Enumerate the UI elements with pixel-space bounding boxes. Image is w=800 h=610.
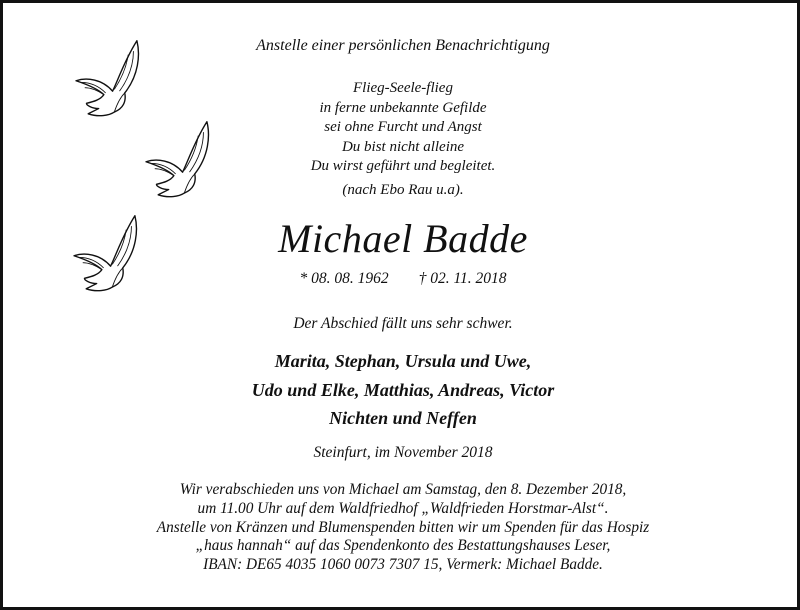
death-date: † 02. 11. 2018 bbox=[418, 270, 507, 287]
poem bbox=[3, 79, 800, 201]
poem-line: Flieg-Seele-flieg bbox=[353, 80, 453, 96]
details-line: IBAN: DE65 4035 1060 0073 7307 15, Vermerk: Michael Badde. bbox=[203, 556, 603, 574]
family-list bbox=[3, 347, 800, 433]
intro-line: Anstelle einer persönlichen Benachrichtigung bbox=[256, 37, 550, 54]
deceased-name: Michael Badde bbox=[278, 216, 528, 261]
details-line: Anstelle von Kränzen und Blumenspenden bitten wir um Spenden für das Hospiz bbox=[156, 518, 650, 536]
details-line: Wir verabschieden uns von Michael am Samstag, den 8. Dezember 2018, bbox=[179, 481, 627, 498]
birth-date: * 08. 08. 1962 bbox=[299, 270, 389, 287]
family-line: Nichten und Neffen bbox=[329, 408, 477, 428]
details-line: „haus hannah“ auf das Spendenkonto des Bestattungshauses Leser, bbox=[195, 537, 611, 555]
place-date: Steinfurt, im November 2018 bbox=[313, 444, 493, 461]
poem-line: sei ohne Furcht und Angst bbox=[324, 119, 482, 136]
family-line: Udo und Elke, Matthias, Andreas, Victor bbox=[251, 379, 555, 400]
family-line: Marita, Stephan, Ursula und Uwe, bbox=[274, 351, 532, 371]
life-dates bbox=[3, 270, 800, 288]
details-line: um 11.00 Uhr auf dem Waldfriedhof „Waldfrieden Horstmar-Alst“. bbox=[197, 499, 609, 517]
poem-line: Du bist nicht alleine bbox=[341, 138, 465, 155]
poem-line: Du wirst geführt und begleitet. bbox=[310, 158, 496, 175]
poem-credit: (nach Ebo Rau u.a). bbox=[342, 181, 464, 198]
farewell-line: Der Abschied fällt uns sehr schwer. bbox=[293, 315, 513, 332]
poem-line: in ferne unbekannte Gefilde bbox=[319, 99, 487, 116]
funeral-details bbox=[3, 481, 800, 575]
